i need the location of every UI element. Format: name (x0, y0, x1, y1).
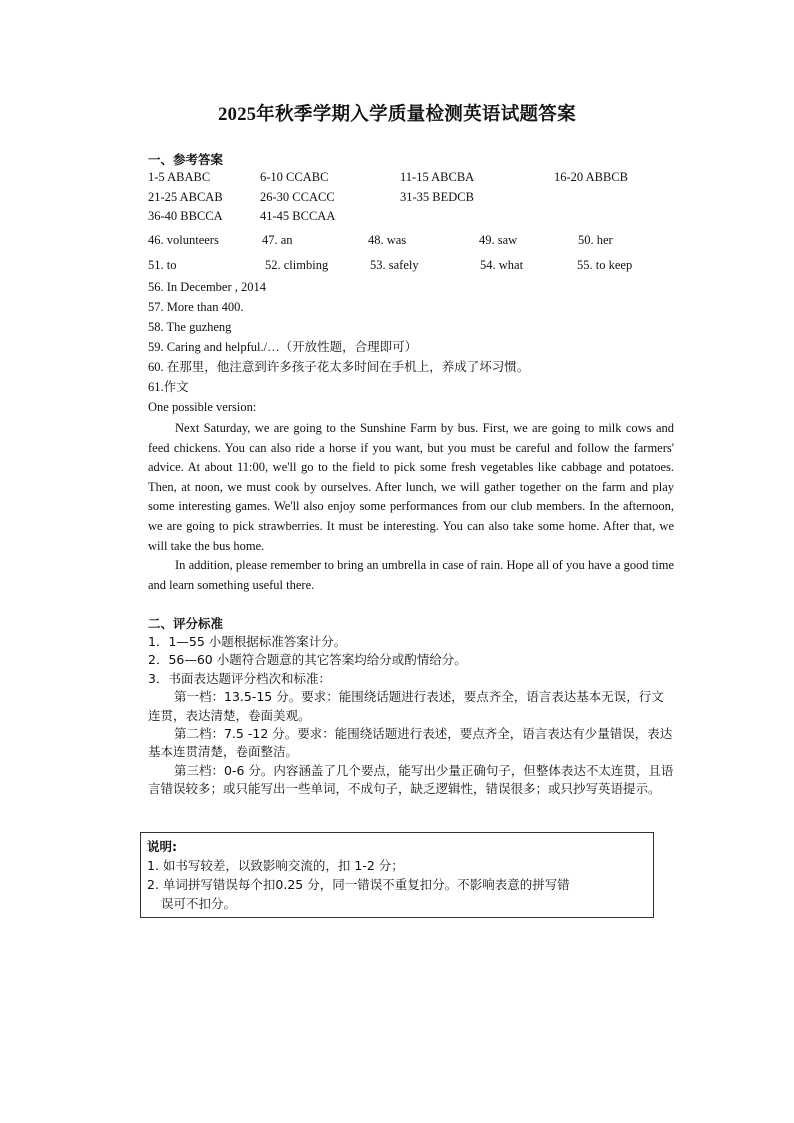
note-item: 2. 单词拼写错误每个扣0.25 分，同一错误不重复扣分。不影响表意的拼写错 (147, 877, 570, 892)
page-title: 2025年秋季学期入学质量检测英语试题答案 (218, 105, 576, 125)
choice-answer: 26-30 CCACC (260, 189, 335, 204)
answer-line: 59. Caring and helpful./…（开放性题，合理即可） (148, 340, 418, 354)
sample-essay (148, 419, 674, 595)
choice-answer: 6-10 CCABC (260, 170, 329, 184)
choice-row (148, 190, 668, 210)
answer-line: 57. More than 400. (148, 300, 244, 314)
notes-title: 说明: (147, 839, 177, 854)
choice-answers-grid (148, 170, 668, 229)
grading-criteria (148, 633, 676, 799)
notes-box (140, 832, 654, 918)
note-item-continued: 误可不扣分。 (161, 896, 237, 911)
choice-answer: 1-5 ABABC (148, 170, 211, 184)
grading-item: 1．1—55 小题根据标准答案计分。 (148, 634, 347, 649)
answer-line: One possible version: (148, 400, 257, 414)
choice-answer: 21-25 ABCAB (148, 189, 223, 204)
fill-answer: 48. was (368, 233, 407, 247)
essay-paragraph: In addition, please remember to bring an umbrella in case of rain. Hope all of you have a good time and learn something useful there. (148, 558, 674, 592)
grading-tier: 第二档：7.5 -12 分。要求：能围绕话题进行表述，要点齐全，语言表达有少量错误，表达基本连贯清楚，卷面整洁。 (148, 726, 673, 760)
answer-line: 56. In December , 2014 (148, 280, 267, 294)
choice-answer: 11-15 ABCBA (400, 170, 475, 184)
answer-line: 58. The guzheng (148, 320, 232, 334)
fill-answer: 53. safely (370, 258, 419, 272)
fill-answer: 50. her (578, 233, 613, 247)
choice-answer: 16-20 ABBCB (554, 170, 628, 184)
choice-row (148, 209, 668, 229)
fill-answer: 51. to (148, 258, 177, 272)
choice-answer: 41-45 BCCAA (260, 209, 336, 224)
essay-paragraph: Next Saturday, we are going to the Sunshine Farm by bus. First, we are going to milk cows and feed chickens. You can also ride a horse if you want, but you must be careful and follow the farmers' advice. At about 11:00, we'll go to the field to pick some fresh vegetables like cabbage and potatoes. Then, at noon, we must cook by ourselves. After lunch, we will gather together on the farm and play some interesting games. We'll also enjoy some performances from our club members. In the afternoon, we are going to pick strawberries. It must be interesting. You can also take some home. After that, we will take the bus home. (148, 421, 674, 553)
fill-answer: 55. to keep (577, 258, 633, 272)
fill-answers-row (148, 233, 668, 251)
grading-item: 2．56—60 小题符合题意的其它答案均给分或酌情给分。 (148, 652, 467, 668)
grading-item: 3．书面表达题评分档次和标准： (148, 670, 331, 686)
grading-tier: 第三档：0-6 分。内容涵盖了几个要点，能写出少量正确句子，但整体表达不太连贯，且语言错误较多；或只能写出一些单词，不成句子，缺乏逻辑性，错误很多；或只抄写英语提示。 (148, 762, 674, 797)
section-heading-answers: 一、参考答案 (148, 153, 224, 167)
answer-line: 61.作文 (148, 380, 189, 394)
choice-row (148, 170, 668, 190)
choice-answer: 31-35 BEDCB (400, 189, 474, 204)
fill-answer: 52. climbing (265, 258, 329, 272)
section-heading-grading: 二、评分标准 (148, 617, 224, 631)
choice-answer: 36-40 BBCCA (148, 209, 223, 224)
fill-answer: 54. what (480, 258, 524, 272)
answer-line: 60. 在那里，他注意到许多孩子花太多时间在手机上，养成了坏习惯。 (148, 360, 530, 374)
fill-answer: 49. saw (479, 233, 518, 247)
note-item: 1. 如书写较差，以致影响交流的，扣 1-2 分； (147, 858, 404, 873)
fill-answer: 47. an (262, 233, 293, 247)
grading-tier: 第一档：13.5-15 分。要求：能围绕话题进行表述，要点齐全，语言表达基本无误，行文连贯，表达清楚，卷面美观。 (148, 689, 664, 723)
fill-answer: 46. volunteers (148, 233, 219, 247)
fill-answers-row (148, 258, 668, 276)
short-answers (148, 277, 678, 417)
